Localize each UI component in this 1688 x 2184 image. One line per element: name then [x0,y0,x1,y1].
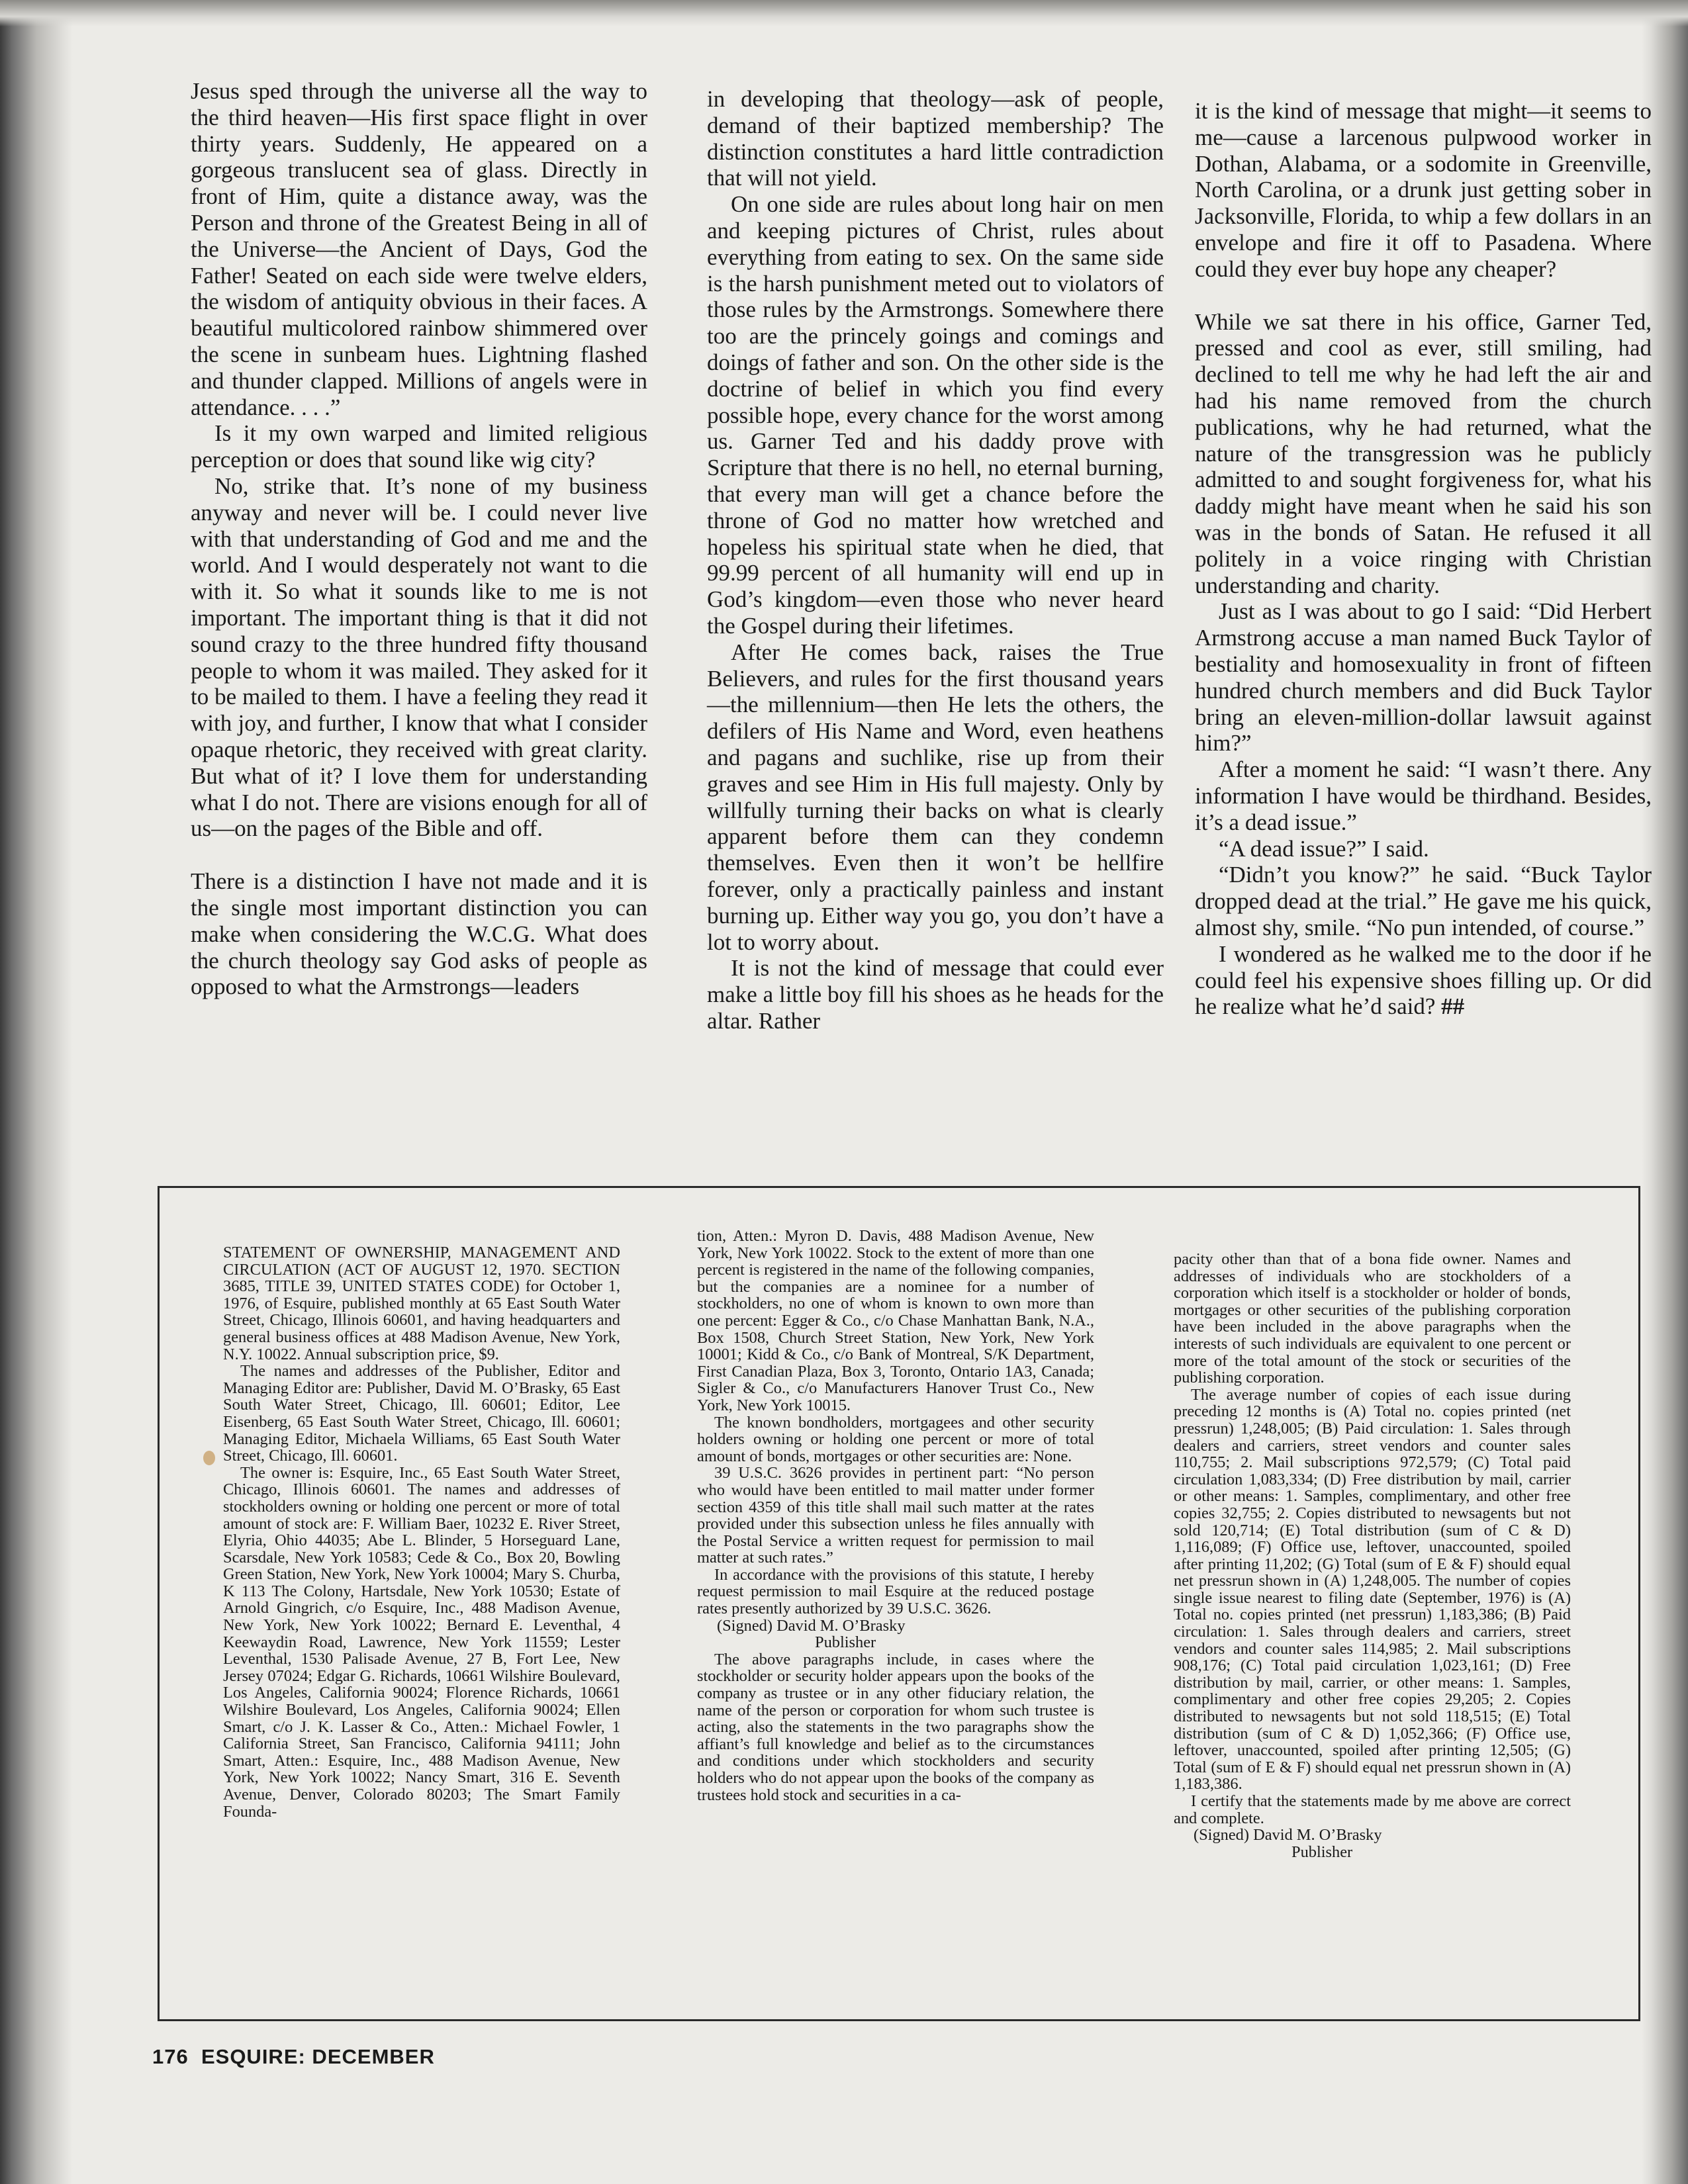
top-edge-shadow [0,0,1688,26]
article-paragraph: Is it my own warped and limited religious perception or does that sound like wig city? [191,420,647,473]
article-paragraph: There is a distinction I have not made and it is the single most important distinction you can make when considering the W.C.G. What does the church theology say God asks of people as opposed to what the Armstrongs—leaders [191,868,647,1000]
article-paragraph: “A dead issue?” I said. [1219,835,1429,862]
binding-shadow [0,0,73,2184]
statement-paragraph: STATEMENT OF OWNERSHIP, MANAGEMENT AND CIRCULATION (ACT OF AUGUST 12, 1970. SECTION 3685, TITLE 39, UNITED STATES CODE) for October 1, 1976, of Esquire, published monthly at 65 East South Water Street, Chicago, Illinois 60601, and having headquarters and general business offices at 488 Madison Avenue, New York, N.Y. 10022. Annual subscription price, $9. [223,1244,620,1363]
statement-paragraph: The above paragraphs include, in cases where the stockholder or security holder appears upon the books of the company as trustee or in any other fiduciary relation, the name of the person or corporation for whom such trustee is acting, also the statements in the two paragraphs show the affiant’s full knowledge and belief as to the circumstances and conditions under which stockholders and security holders who do not appear upon the books of the company as trustees hold stock and securities in a ca- [697,1650,1094,1804]
article-paragraph: “Didn’t you know?” he said. “Buck Taylor dropped dead at the trial.” He gave me his quick, almost shy, smile. “No pun intended, of course.” [1195,862,1652,940]
statement-paragraph: The owner is: Esquire, Inc., 65 East South Water Street, Chicago, Illinois 60601. The names and addresses of stockholders owning or holding one percent or more of total amount of stock are: F. William Baer, 10232 E. River Street, Elyria, Ohio 44035; Abe L. Blinder, 5 Horseguard Lane, Scarsdale, New York 10583; Cede & Co., Box 20, Bowling Green Station, New York, New York 10004; Mary S. Churba, K 113 The Colony, Hartsdale, New York 10530; Estate of Arnold Gingrich, c/o Esquire, Inc., 488 Madison Avenue, New York, New York 10022; Bernard E. Leventhal, 4 Keewaydin Road, Lawrence, New York 11559; Lester Leventhal, 1530 Palisade Avenue, 27 B, Fort Lee, New Jersey 07024; Edgar G. Richards, 10661 Wilshire Boulevard, Los Angeles, California 90024; Florence Richards, 10661 Wilshire Boulevard, Los Angeles, California 90024; Ellen Smart, c/o J. K. Lasser & Co., Atten.: Michael Fowler, 1 California Street, San Francisco, California 94111; John Smart, Atten.: Esquire, Inc., 488 Madison Avenue, New York, New York 10022; Nancy Smart, 316 E. Seventh Avenue, Denver, Colorado 80203; The Smart Family Founda- [223,1463,620,1821]
article-closing-text: I wondered as he walked me to the door if he could feel his expensive shoes filling up. Or did he realize what he’d said? [1195,940,1652,1020]
statement-paragraph: I certify that the statements made by me above are correct and complete. [1174,1792,1571,1827]
signature-title: Publisher [815,1633,876,1652]
signature-title: Publisher [1291,1843,1353,1861]
article-column-3 [1195,98,1652,1020]
page-number: 176 [152,2045,189,2068]
statement-paragraph: In accordance with the provisions of this statute, I hereby request permission to mail Esquire at the reduced postage rates presently authorized by 39 U.S.C. 3626. [697,1565,1094,1618]
statement-column-1 [223,1244,620,1820]
article-paragraph: After a moment he said: “I wasn’t there. Any information I have would be thirdhand. Besides, it’s a dead issue.” [1195,756,1652,835]
statement-paragraph: The known bondholders, mortgagees and other security holders owning or holding one percent or more of total amount of bonds, mortgages or other securities are: None. [697,1413,1094,1465]
article-column-1 [191,78,647,1000]
article-column-2 [707,86,1164,1034]
statement-paragraph: 39 U.S.C. 3626 provides in pertinent part: “No person who would have been entitled to mail matter under former section 4359 of this title shall mail such matter at the rates provided under this subsection unless he files annually with the Postal Service a written request for permission to mail matter at such rates.” [697,1464,1094,1567]
signature-line: (Signed) David M. O’Brasky [717,1616,906,1635]
article-paragraph: Just as I was about to go I said: “Did Herbert Armstrong accuse a man named Buck Taylor of bestiality and homosexuality in front of fifteen hundred church members and did Buck Taylor bring an eleven-million-dollar lawsuit against him?” [1195,598,1652,756]
article-paragraph: Jesus sped through the universe all the way to the third heaven—His first space flight in over thirty years. Suddenly, He appeared on a gorgeous translucent sea of glass. Directly in front of Him, quite a distance away, was the Person and throne of the Greatest Being in all of the Universe—the Ancient of Days, God the Father! Seated on each side were twelve elders, the wisdom of antiquity obvious in their faces. A beautiful multicolored rainbow shimmered over the scene in sunbeam hues. Lightning flashed and thunder clapped. Millions of angels were in attendance. . . .” [191,78,647,420]
article-paragraph [1195,941,1652,1020]
statement-column-2 [697,1228,1094,1803]
statement-paragraph: The average number of copies of each issue during preceding 12 months is (A) Total no. copies printed (net pressrun) 1,248,005; (B) Paid circulation: 1. Sales through dealers and carriers, street vendors and counter sales 110,755; 2. Mail subscriptions 972,579; (C) Total paid circulation 1,083,334; (D) Free distribution by mail, carrier or other means: 1. Samples, complimentary, and other free copies 32,755; 2. Copies distributed to newsagents but not sold 120,714; (E) Total distribution (sum of C & D) 1,116,089; (F) Office use, leftover, unaccounted, spoiled after printing 11,202; (G) Total (sum of E & F) should equal net pressrun shown in (A) 1,248,005. The number of copies single issue nearest to filing date (September, 1976) is (A) Total no. copies printed (net pressrun) 1,183,386; (B) Paid circulation: 1. Sales through dealers and carriers, street vendors and counter sales 114,985; 2. Mail subscriptions 908,176; (C) Total paid circulation 1,023,161; (D) Free distribution by mail, carrier, or other means: 1. Samples, complimentary and other free copies 29,205; 2. Copies distributed to newsagents but not sold 118,515; (E) Total distribution (sum of C & D) 1,052,366; (F) Office use, leftover, unaccounted, spoiled after printing 12,505; (G) Total (sum of E & F) should equal net pressrun shown in (A) 1,183,386. [1174,1385,1571,1794]
statement-paragraph: pacity other than that of a bona fide owner. Names and addresses of individuals who are stockholders of a corporation which itself is a stockholder or holder of bonds, mortgages or other securities of the publishing corporation have been included in the above paragraphs when the interests of such individuals are equivalent to one percent or more of the total amount of the stock or securities of the publishing corporation. [1174,1250,1571,1387]
end-of-article-mark: ## [1441,993,1465,1020]
running-title: ESQUIRE: DECEMBER [201,2045,435,2068]
article-paragraph: On one side are rules about long hair on men and keeping pictures of Christ, rules about everything from eating to sex. On the same side is the harsh punishment meted out to violators of those rules by the Armstrongs. Somewhere there too are the princely goings and comings and doings of father and son. On the other side is the doctrine of belief in which you find every possible hope, every chance for the worst among us. Garner Ted and his daddy prove with Scripture that there is no hell, no eternal burning, that every man will get a chance before the throne of God no matter how wretched and hopeless his spiritual state when he died, that 99.99 percent of all humanity will end up in God’s kingdom—even those who never heard the Gospel during their lifetimes. [707,191,1164,639]
article-paragraph: it is the kind of message that might—it seems to me—cause a larcenous pulpwood worker in Dothan, Alabama, or a sodomite in Greenville, North Carolina, or a drunk just getting sober in Jacksonville, Florida, to whip a few dollars in an envelope and fire it off to Pasadena. Where could they ever buy hope any cheaper? [1195,98,1652,282]
ownership-statement-box [158,1186,1640,2021]
paper-stain [203,1451,215,1465]
signature-line: (Signed) David M. O’Brasky [1194,1826,1382,1844]
article-paragraph: in developing that theology—ask of people, demand of their baptized membership? The distinction constitutes a hard little contradiction that will not yield. [707,86,1164,191]
statement-paragraph: tion, Atten.: Myron D. Davis, 488 Madison Avenue, New York, New York 10022. Stock to the extent of more than one percent is registered in the name of the following companies, but the companies are a nominee for a number of stockholders, no one of whom is known to own more than one percent: Egger & Co., c/o Chase Manhattan Bank, N.A., Box 1508, Church Street Station, New York, New York 10001; Kidd & Co., c/o Bank of Montreal, S/K Department, First Canadian Plaza, Box 3, Toronto, Ontario 1A3, Canada; Sigler & Co., c/o Manufacturers Hanover Trust Co., New York, New York 10015. [697,1227,1094,1414]
article-paragraph: No, strike that. It’s none of my business anyway and never will be. I could never live with that understanding of God and me and the world. And I would desperately not want to die with it. So what it sounds like to me is not important. The important thing is that it did not sound crazy to the three hundred fifty thousand people to whom it was mailed. They asked for it to be mailed to them. I have a feeling they read it with joy, and further, I know that what I consider opaque rhetoric, they received with great clarity. But what of it? I love them for understanding what I do not. There are visions enough for all of us—on the pages of the Bible and off. [191,473,647,842]
article-paragraph: While we sat there in his office, Garner Ted, pressed and cool as ever, still smiling, had declined to tell me why he had left the air and had his name removed from the church publications, why he had returned, what the nature of the transgression was he publicly admitted to and sought forgiveness for, what his daddy might have meant when he said his son was in the bonds of Satan. He refused it all politely in a voice ringing with Christian understanding and charity. [1195,308,1652,598]
article-paragraph: After He comes back, raises the True Believers, and rules for the first thousand years—the millennium—then He lets the others, the defilers of His Name and Word, even heathens and pagans and suchlike, rise up from their graves and see Him in His full majesty. Only by willfully turning their backs on what is clearly apparent before them can they condemn themselves. Even then it won’t be hellfire forever, only a practically painless and instant burning up. Either way you go, you don’t have a lot to worry about. [707,639,1164,955]
statement-paragraph: The names and addresses of the Publisher, Editor and Managing Editor are: Publisher, David M. O’Brasky, 65 East South Water Street, Chicago, Ill. 60601; Editor, Lee Eisenberg, 65 East South Water Street, Chicago, Ill. 60601; Managing Editor, Michaela Williams, 65 East South Water Street, Chicago, Ill. 60601. [223,1362,620,1465]
page-footer [152,2045,435,2069]
statement-column-3 [1174,1251,1571,1860]
article-paragraph: It is not the kind of message that could ever make a little boy fill his shoes as he heads for the altar. Rather [707,955,1164,1034]
